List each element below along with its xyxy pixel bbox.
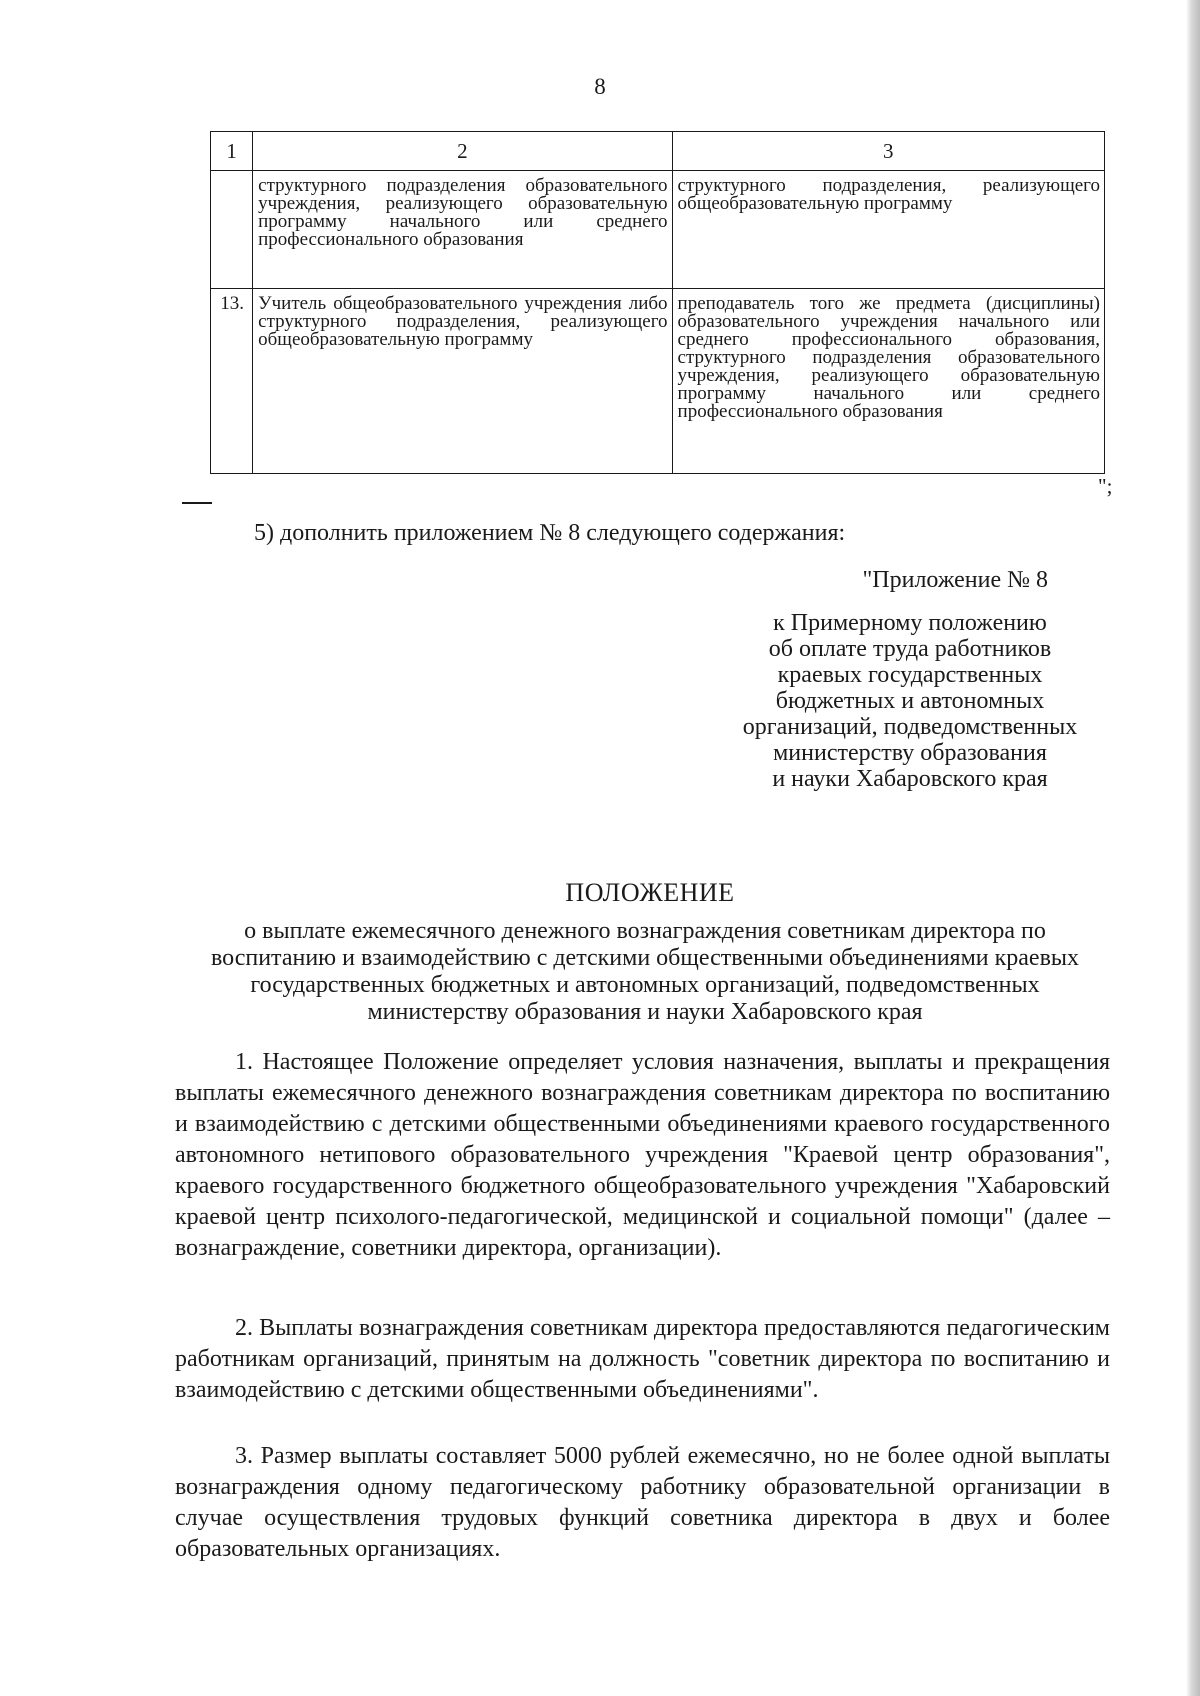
document-title: ПОЛОЖЕНИЕ xyxy=(565,878,735,907)
appendix-title: "Приложение № 8 xyxy=(862,567,1048,593)
table-cell: преподаватель того же предмета (дисциплины) образовательного учреждения начального или среднего профессионального образования, структурного подразделения образовательного учреждения, реализующего образовательную программу начального или среднего профессионального образования xyxy=(672,289,1104,474)
appendix-line: об оплате труда работников xyxy=(768,636,1052,662)
table-row xyxy=(211,289,1105,474)
table-cell: структурного подразделения, реализующего общеобразовательную программу xyxy=(672,171,1104,289)
table-tail-line xyxy=(182,502,212,504)
paragraph-1: 1. Настоящее Положение определяет условия назначения, выплаты и прекращения выплаты ежемесячного денежного вознаграждения советникам директора по воспитанию и взаимодействию с детскими общественными объединениями краевого государственного автономного нетипового образовательного учреждения "Краевой центр образования", краевого государственного бюджетного общеобразовательного учреждения "Хабаровский краевой центр психолого-педагогической, медицинской и социальной помощи" (далее – вознаграждение, советники директора, организации). xyxy=(175,1049,1110,1261)
table-cell-number: 13. xyxy=(211,289,253,474)
table-cell: структурного подразделения образовательного учреждения, реализующего образовательную программу начального или среднего профессионального образования xyxy=(253,171,672,289)
table-header-cell: 3 xyxy=(672,132,1104,171)
table-header-cell: 1 xyxy=(211,132,253,171)
paragraph-2: 2. Выплаты вознаграждения советникам директора предоставляются педагогическим работникам организаций, принятым на должность "советник директора по воспитанию и взаимодействию с детскими общественными объединениями". xyxy=(175,1315,1110,1403)
appendix-line: министерству образования xyxy=(773,740,1047,766)
appendix-line: организаций, подведомственных xyxy=(742,714,1078,740)
appendix-line: и науки Хабаровского края xyxy=(772,766,1048,792)
table-row xyxy=(211,171,1105,289)
amendment-text: 5) дополнить приложением № 8 следующего содержания: xyxy=(254,520,846,546)
appendix-line: бюджетных и автономных xyxy=(775,688,1045,714)
document-subtitle: о выплате ежемесячного денежного вознаграждения советникам директора по воспитанию и взаимодействию с детскими общественными объединениями краевых государственных бюджетных и автономных организаций, подведомственных министерству образования и науки Хабаровского края xyxy=(210,918,1080,1025)
appendix-line: к Примерному положению xyxy=(773,610,1047,636)
closing-quote-mark: "; xyxy=(1098,474,1113,498)
appendix-line: краевых государственных xyxy=(777,662,1043,688)
table-header-cell: 2 xyxy=(253,132,672,171)
scan-edge-shadow xyxy=(1186,0,1200,1696)
table-cell: Учитель общеобразовательного учреждения либо структурного подразделения, реализующего общеобразовательную программу xyxy=(253,289,672,474)
table-cell-number xyxy=(211,171,253,289)
appendix-subtitle xyxy=(700,610,1120,792)
positions-table xyxy=(210,131,1105,474)
table-header-row xyxy=(211,132,1105,171)
paragraph-3: 3. Размер выплаты составляет 5000 рублей ежемесячно, но не более одной выплаты вознаграждения одному педагогическому работнику образовательной организации в случае осуществления трудовых функций советника директора в двух и более образовательных организациях. xyxy=(175,1443,1110,1562)
page-number: 8 xyxy=(594,74,606,99)
